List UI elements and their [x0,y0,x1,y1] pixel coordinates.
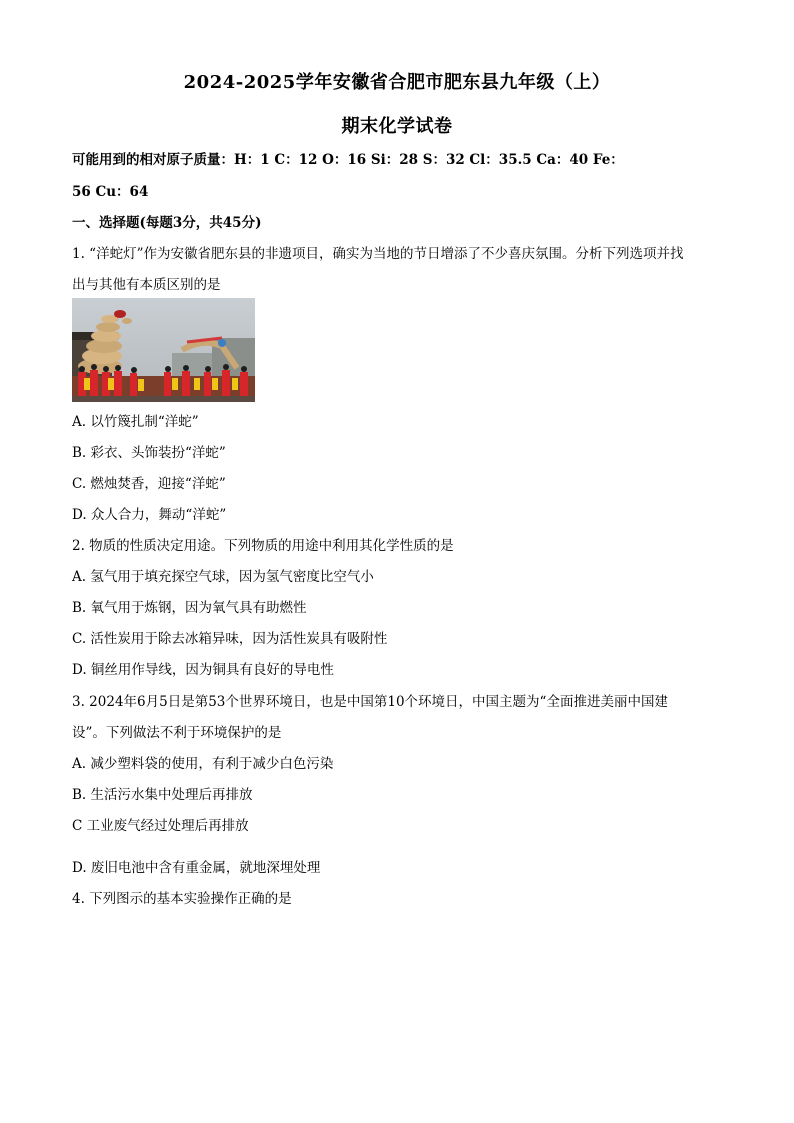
q3-option-a: A. 减少塑料袋的使用，有利于减少白色污染 [72,756,334,772]
atomic-masses-line-2: 56 Cu：64 [72,184,149,200]
atomic-masses-line-1: 可能用到的相对原子质量：H：1 C：12 O：16 Si：28 S：32 Cl：35.5 Ca：40 Fe： [72,152,624,168]
q3-stem-line-2: 设”。下列做法不利于环境保护的是 [72,725,282,741]
exam-title: 2024-2025学年安徽省合肥市肥东县九年级（上） [183,72,611,93]
festival-snake-lantern-photo [72,298,255,402]
q1-option-b: B. 彩衣、头饰装扮“洋蛇” [72,445,226,461]
section-heading: 一、选择题(每题3分，共45分) [72,215,262,231]
q1-stem-line-1: 1. “洋蛇灯”作为安徽省肥东县的非遗项目，确实为当地的节日增添了不少喜庆氛围。分析下列选项并找 [72,246,684,262]
q3-option-b: B. 生活污水集中处理后再排放 [72,787,253,803]
q1-option-d: D. 众人合力，舞动“洋蛇” [72,507,227,523]
q3-option-c: C 工业废气经过处理后再排放 [72,818,249,834]
q2-option-c: C. 活性炭用于除去冰箱异味，因为活性炭具有吸附性 [72,631,388,647]
q2-option-d: D. 铜丝用作导线，因为铜具有良好的导电性 [72,662,334,678]
q1-option-c: C. 燃烛焚香，迎接“洋蛇” [72,476,226,492]
q2-stem: 2. 物质的性质决定用途。下列物质的用途中利用其化学性质的是 [72,538,454,554]
q2-option-b: B. 氧气用于炼钢，因为氧气具有助燃性 [72,600,307,616]
q3-option-d: D. 废旧电池中含有重金属，就地深埋处理 [72,860,321,876]
q1-stem-line-2: 出与其他有本质区别的是 [72,277,221,293]
q1-option-a: A. 以竹篾扎制“洋蛇” [72,414,199,430]
exam-subtitle: 期末化学试卷 [341,116,453,137]
q2-option-a: A. 氢气用于填充探空气球，因为氢气密度比空气小 [72,569,374,585]
q3-stem-line-1: 3. 2024年6月5日是第53个世界环境日，也是中国第10个环境日，中国主题为“全面推进美丽中国建 [72,694,668,710]
q4-stem: 4. 下列图示的基本实验操作正确的是 [72,891,292,907]
